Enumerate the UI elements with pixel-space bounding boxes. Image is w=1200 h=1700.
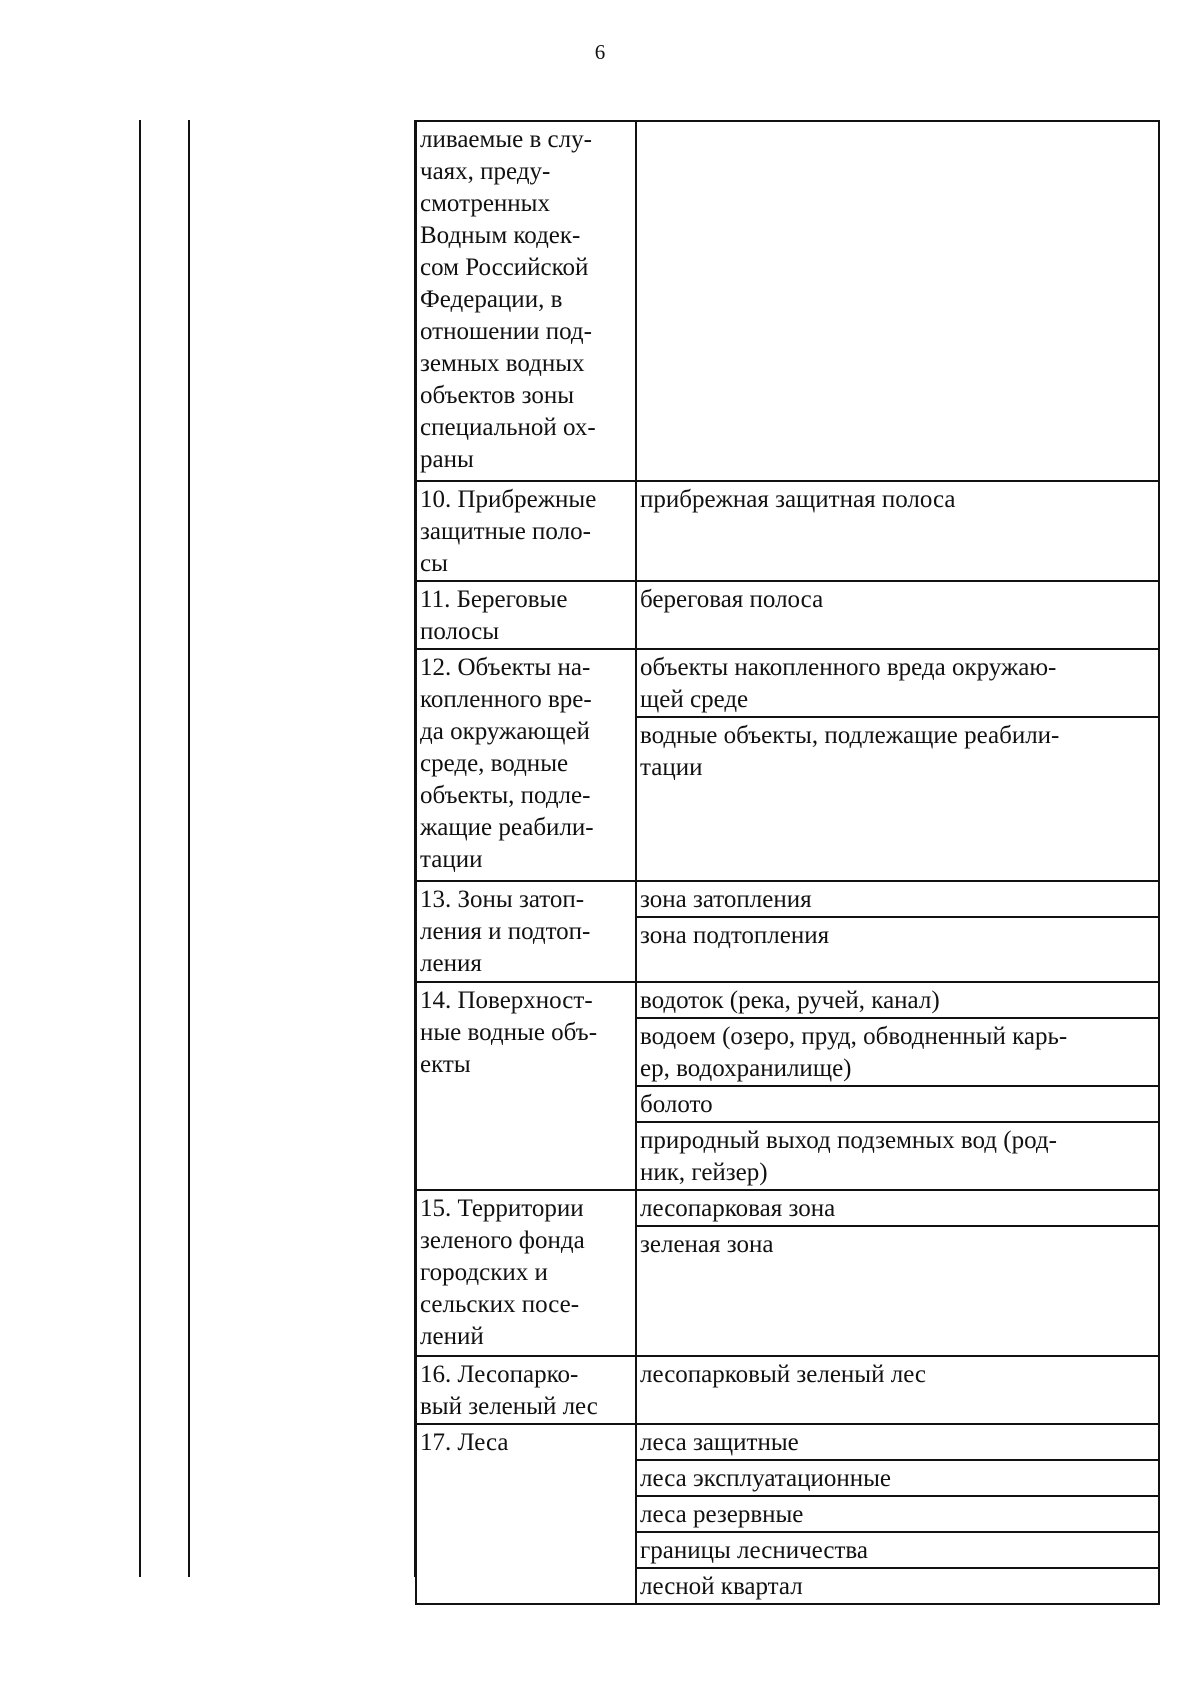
subcategory-cell: леса защитные <box>636 1424 1159 1460</box>
subcategory-cell: лесопарковая зона <box>636 1190 1159 1226</box>
table-row <box>416 649 1159 717</box>
subcategory-cell: водные объекты, подлежащие реабили- тации <box>636 717 1159 881</box>
classification-table <box>415 120 1160 1605</box>
classification-table-body <box>416 121 1159 1604</box>
subcategory-cell: природный выход подземных вод (род- ник, гейзер) <box>636 1122 1159 1190</box>
category-cell: 17. Леса <box>416 1424 636 1604</box>
page-number: 6 <box>594 40 606 64</box>
category-cell: ливаемые в слу- чаях, преду- смотренных Водным кодек- сом Российской Федерации, в отношении под- земных водных объектов зоны специальной ох- раны <box>416 121 636 481</box>
category-cell: 16. Лесопарко- вый зеленый лес <box>416 1356 636 1424</box>
table-row <box>416 881 1159 917</box>
category-cell: 10. Прибрежные защитные поло- сы <box>416 481 636 581</box>
subcategory-cell: водоток (река, ручей, канал) <box>636 982 1159 1018</box>
subcategory-cell <box>636 121 1159 481</box>
subcategory-cell: зона подтопления <box>636 917 1159 982</box>
subcategory-cell: прибрежная защитная полоса <box>636 481 1159 581</box>
table-row <box>416 1424 1159 1460</box>
table-row <box>416 1190 1159 1226</box>
category-cell: 12. Объекты на- копленного вре- да окружающей среде, водные объекты, подле- жащие реабили- тации <box>416 649 636 881</box>
subcategory-cell: болото <box>636 1086 1159 1122</box>
table-column-number <box>139 120 190 1577</box>
subcategory-cell: зона затопления <box>636 881 1159 917</box>
table-row <box>416 982 1159 1018</box>
subcategory-cell: лесопарковый зеленый лес <box>636 1356 1159 1424</box>
table-row <box>416 1356 1159 1424</box>
category-cell: 14. Поверхност- ные водные объ- екты <box>416 982 636 1190</box>
subcategory-cell: водоем (озеро, пруд, обводненный карь- ер, водохранилище) <box>636 1018 1159 1086</box>
subcategory-cell: береговая полоса <box>636 581 1159 649</box>
subcategory-cell: объекты накопленного вреда окружаю- щей среде <box>636 649 1159 717</box>
category-cell: 13. Зоны затоп- ления и подтоп- ления <box>416 881 636 982</box>
subcategory-cell: леса резервные <box>636 1496 1159 1532</box>
subcategory-cell: зеленая зона <box>636 1226 1159 1356</box>
table-row <box>416 481 1159 581</box>
category-cell: 15. Территории зеленого фонда городских и сельских посе- лений <box>416 1190 636 1356</box>
category-cell: 11. Береговые полосы <box>416 581 636 649</box>
subcategory-cell: границы лесничества <box>636 1532 1159 1568</box>
subcategory-cell: лесной квартал <box>636 1568 1159 1604</box>
table-row <box>416 581 1159 649</box>
table-row <box>416 121 1159 481</box>
classification-table-wrapper <box>415 120 1142 1605</box>
table-column-section <box>190 120 416 1577</box>
subcategory-cell: леса эксплуатационные <box>636 1460 1159 1496</box>
